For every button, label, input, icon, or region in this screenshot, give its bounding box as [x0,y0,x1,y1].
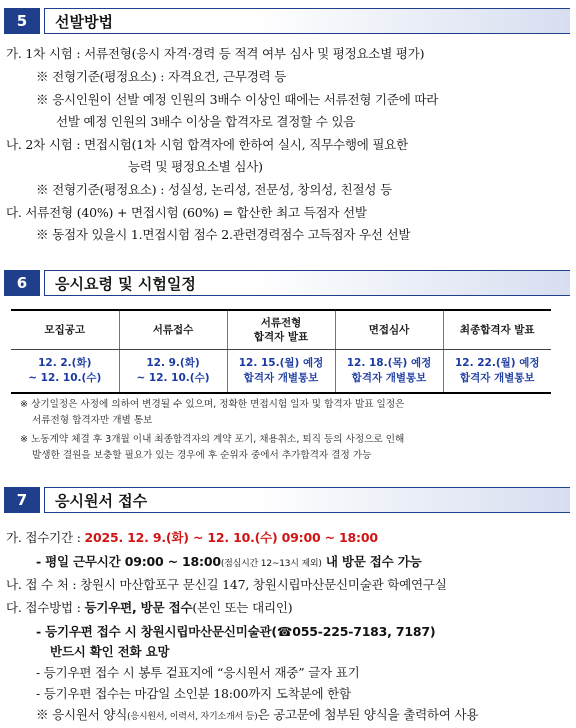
table-header-cell: 최종합격자 발표 [443,310,551,350]
table-header-row [11,310,551,350]
note-text: ※ 노동계약 체결 후 3개월 이내 최종합격자의 계약 포기, 채용취소, 퇴직 등의 사정으로 인해 발생한 결원을 보충할 필요가 있는 경우에 후 순위자 중에서 추가합격자 결정 가능 [20,434,405,461]
text-line: 나. 2차 시험 : 면접시험(1차 시험 합격자에 한하여 실시, 직무수행에 필요한 [6,137,408,152]
text-line: ※ 전형기준(평정요소) : 자격요건, 근무경력 등 [36,69,287,84]
section-title: 선발방법 [44,8,570,34]
text-line: ※ 전형기준(평정요소) : 성실성, 논리성, 전문성, 창의성, 친절성 등 [36,182,392,197]
table-cell: 12. 9.(화) ~ 12. 10.(수) [119,350,227,394]
table-header-cell: 모집공고 [11,310,119,350]
table-cell: 12. 22.(월) 예정 합격자 개별통보 [443,350,551,394]
mail-line: - 등기우편 접수는 마감일 소인분 18:00까지 도착분에 한함 [36,686,351,701]
mail-line: - 등기우편 접수 시 봉투 겉표지에 “응시원서 재중” 글자 표기 [36,665,360,680]
table-header-cell: 서류접수 [119,310,227,350]
text-line: 선발 예정 인원의 3배수 이상을 합격자로 결정할 수 있음 [56,114,356,129]
text-line: 능력 및 평정요소별 심사) [128,159,263,174]
text-line: 가. 1차 시험 : 서류전형(응시 자격·경력 등 적격 여부 심사 및 평정요소별 평가) [6,46,425,61]
section-title: 응시원서 접수 [44,487,570,513]
text-line: ※ 응시인원이 선발 예정 인원의 3배수 이상인 때에는 서류전형 기준에 따라 [36,92,439,107]
section-5-header [4,8,570,34]
period-value: 2025. 12. 9.(화) ~ 12. 10.(수) 09:00 ~ 18:00 [84,530,378,545]
method-line: 다. 접수방법 : 등기우편, 방문 접수(본인 또는 대리인) [6,600,293,615]
text-line: 다. 서류전형 (40%) + 면접시험 (60%) = 합산한 최고 득점자 선발 [6,205,367,220]
section-6-header [4,270,570,296]
note-text: ※ 상기일정은 사정에 의하여 변경될 수 있으며, 정확한 면접시험 일자 및 합격자 발표 일정은 서류전형 합격자만 개별 통보 [20,399,405,426]
table-header-cell: 서류전형 합격자 발표 [227,310,335,350]
section-number: 7 [4,487,40,513]
period-line [6,528,378,546]
mail-line: 반드시 확인 전화 요망 [50,644,170,659]
table-cell: 12. 2.(화) ~ 12. 10.(수) [11,350,119,394]
text-line: ※ 동점자 있을시 1.면접시험 점수 2.관련경력점수 고득점자 우선 선발 [36,227,411,242]
table-cell: 12. 18.(목) 예정 합격자 개별통보 [335,350,443,394]
period-label: 가. 접수기간 : [6,530,85,545]
section-title: 응시요령 및 시험일정 [44,270,570,296]
place-line: 나. 접 수 처 : 창원시 마산합포구 문신길 147, 창원시립마산문신미술관 학예연구실 [6,577,447,592]
table-header-cell: 면접심사 [335,310,443,350]
weekday-line: - 평일 근무시간 09:00 ~ 18:00(점심시간 12~13시 제외) 내 방문 접수 가능 [36,554,422,569]
section-number: 5 [4,8,40,34]
section-number: 6 [4,270,40,296]
form-line: ※ 응시원서 양식(응시원서, 이력서, 자기소개서 등)은 공고문에 첨부된 양식을 출력하여 사용 [36,707,479,722]
table-cell: 12. 15.(월) 예정 합격자 개별통보 [227,350,335,394]
section-7-header [4,487,570,513]
table-row [11,350,551,394]
schedule-table [11,309,551,394]
mail-line: - 등기우편 접수 시 창원시립마산문신미술관(☎055-225-7183, 7187) [36,624,436,639]
